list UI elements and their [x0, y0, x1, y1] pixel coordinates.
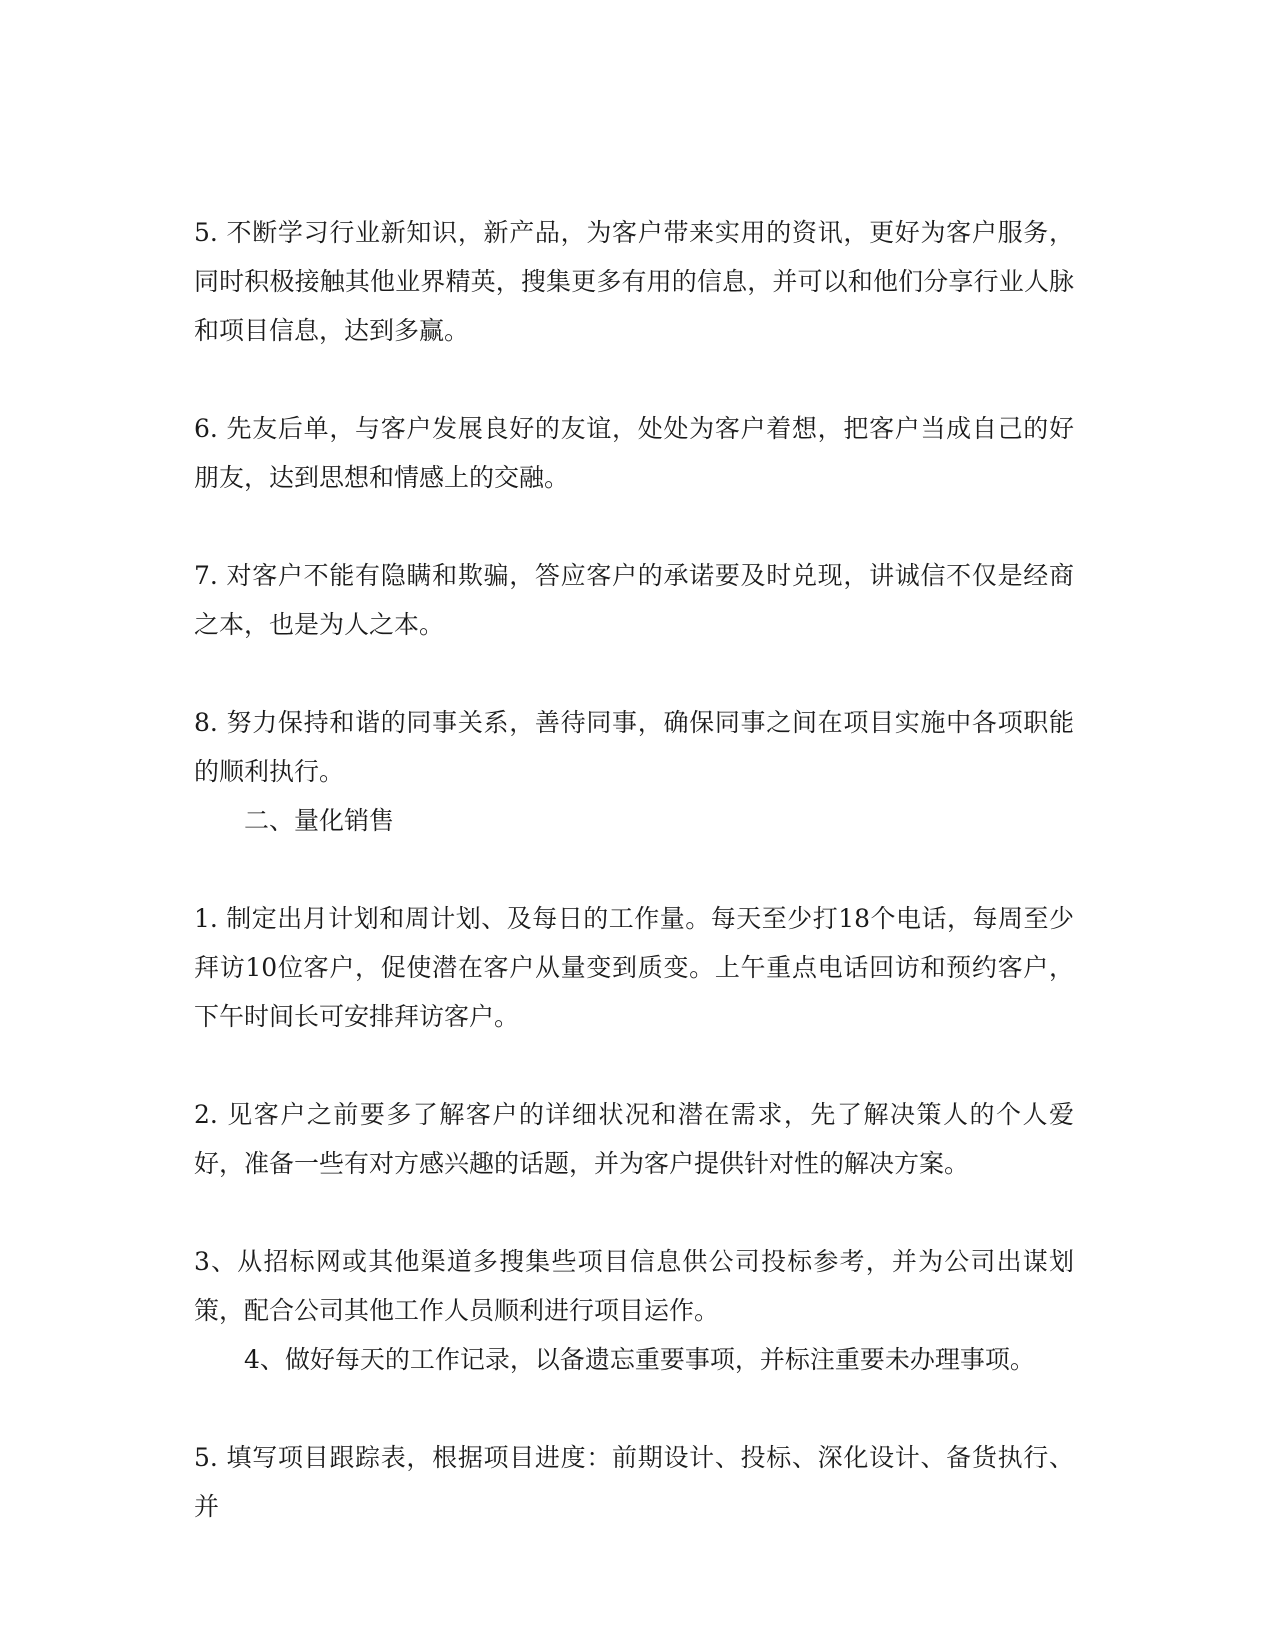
document-body [194, 208, 1074, 1531]
paragraph-sales-5: 5. 填写项目跟踪表，根据项目进度：前期设计、投标、深化设计、备货执行、并 [194, 1443, 1074, 1521]
paragraph-sales-2: 2. 见客户之前要多了解客户的详细状况和潜在需求，先了解决策人的个人爱好，准备一些有对方感兴趣的话题，并为客户提供针对性的解决方案。 [194, 1100, 1074, 1178]
section-heading: 二、量化销售 [244, 806, 395, 835]
paragraph-sales-4: 4、做好每天的工作记录，以备遗忘重要事项，并标注重要未办理事项。 [244, 1345, 1035, 1374]
paragraph-item-7: 7. 对客户不能有隐瞒和欺骗，答应客户的承诺要及时兑现，讲诚信不仅是经商之本，也是为人之本。 [194, 561, 1074, 639]
paragraph-item-6: 6. 先友后单，与客户发展良好的友谊，处处为客户着想，把客户当成自己的好朋友，达到思想和情感上的交融。 [194, 414, 1074, 492]
paragraph-item-8: 8. 努力保持和谐的同事关系，善待同事，确保同事之间在项目实施中各项职能的顺利执行。 [194, 708, 1074, 786]
paragraph-item-5: 5. 不断学习行业新知识，新产品，为客户带来实用的资讯，更好为客户服务，同时积极接触其他业界精英，搜集更多有用的信息，并可以和他们分享行业人脉和项目信息，达到多赢。 [194, 218, 1074, 345]
paragraph-sales-1: 1. 制定出月计划和周计划、及每日的工作量。每天至少打18个电话，每周至少拜访10位客户，促使潜在客户从量变到质变。上午重点电话回访和预约客户，下午时间长可安排拜访客户。 [194, 904, 1074, 1031]
paragraph-sales-3: 3、从招标网或其他渠道多搜集些项目信息供公司投标参考，并为公司出谋划策，配合公司其他工作人员顺利进行项目运作。 [194, 1247, 1074, 1325]
